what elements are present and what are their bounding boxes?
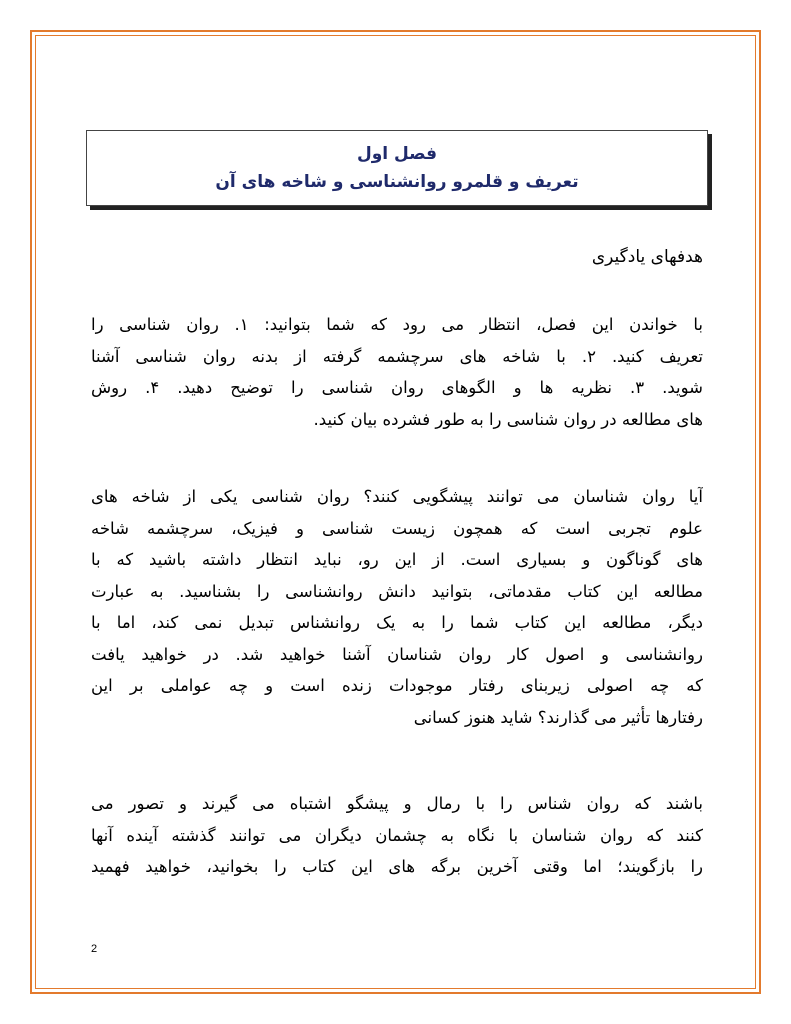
- paragraph-line: تعریف کنید. ۲. با شاخه های سرچشمه گرفته از بدنه روان شناسی آشنا: [91, 346, 703, 366]
- paragraph-line: رفتارها تأثیر می گذارند؟ شاید هنوز کسانی: [413, 707, 703, 727]
- learning-objectives-heading: هدفهای یادگیری: [591, 247, 703, 267]
- continuation-paragraph: [91, 788, 703, 883]
- objectives-paragraph: [91, 309, 703, 435]
- paragraph-line: آیا روان شناسان می توانند پیشگویی کنند؟ روان شناسی یکی از شاخه های: [91, 487, 703, 506]
- paragraph-line: مطالعه این کتاب مقدماتی، بتوانید دانش روانشناسی را بشناسید. به عبارت: [91, 581, 703, 601]
- page-number: 2: [91, 943, 98, 955]
- paragraph-line: با خواندن این فصل، انتظار می رود که شما بتوانید: ۱. روان شناسی را: [91, 315, 703, 334]
- paragraph-line: باشند که روان شناس را با رمال و پیشگو اشتباه می گیرند و تصور می: [91, 794, 703, 813]
- paragraph-line: که چه اصولی زیربنای رفتار موجودات زنده است و چه عواملی بر این: [91, 676, 703, 695]
- chapter-title: تعریف و قلمرو روانشناسی و شاخه های آن: [215, 172, 579, 192]
- paragraph-line: روانشناسی و اصول کار روان شناسان آشنا خواهید شد. در خواهید یافت: [91, 644, 703, 664]
- paragraph-line: علوم تجربی است که همچون زیست شناسی و فیزیک، سرچشمه شاخه: [91, 518, 703, 538]
- intro-paragraph: [91, 481, 703, 733]
- chapter-number: فصل اول: [356, 144, 438, 164]
- paragraph-line: کنند که روان شناسان با نگاه به چشمان دیگران می توانند گذشته آینده آنها: [91, 825, 703, 845]
- paragraph-line: های گوناگون و بسیاری است. از این رو، نباید انتظار داشته باشید که با: [91, 550, 703, 569]
- chapter-title-box: [86, 130, 708, 206]
- paragraph-line: را بازگویند؛ اما وقتی آخرین برگه های این کتاب را بخوانید، خواهید فهمید: [91, 857, 703, 876]
- paragraph-line: شوید. ۳. نظریه ها و الگوهای روان شناسی را توضیح دهید. ۴. روش: [91, 378, 703, 397]
- paragraph-line: دیگر، مطالعه این کتاب شما را به یک روانشناس تبدیل نمی کند، اما با: [91, 613, 703, 632]
- paragraph-line: های مطالعه در روان شناسی را به طور فشرده بیان کنید.: [313, 409, 703, 429]
